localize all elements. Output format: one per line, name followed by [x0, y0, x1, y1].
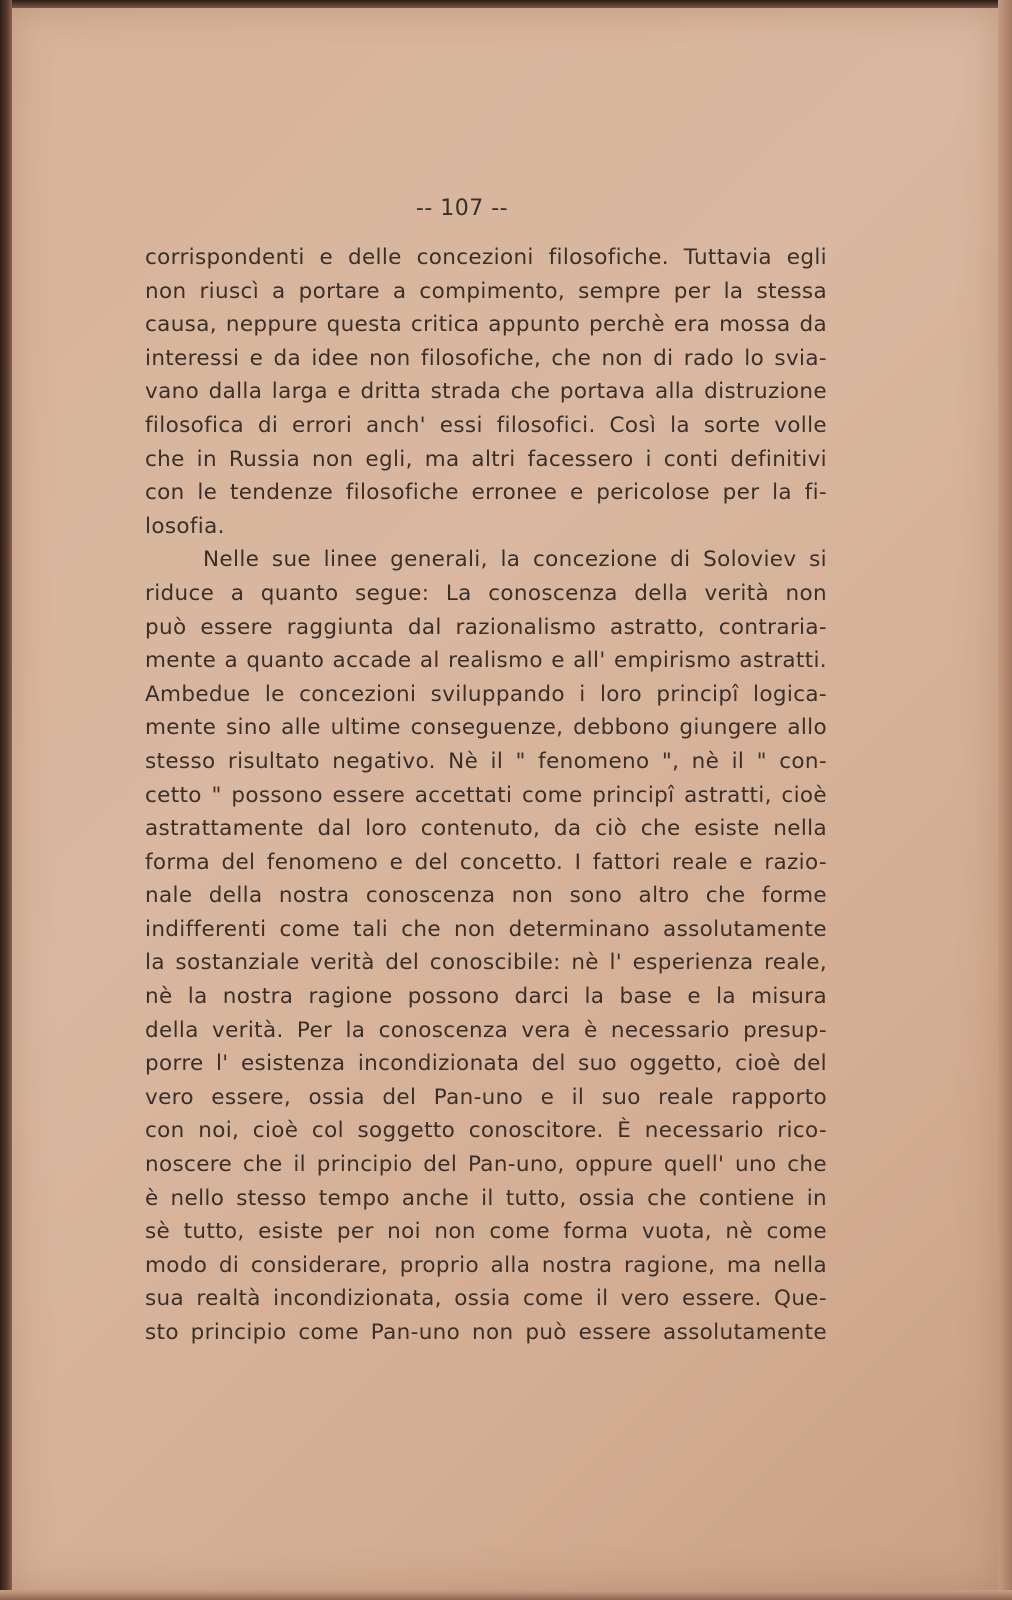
paragraph [145, 543, 827, 1349]
text-line: nè la nostra ragione possono darci la base e la misura [145, 984, 827, 1010]
text-line: della verità. Per la conoscenza vera è necessario presup- [145, 1017, 827, 1043]
text-line: causa, neppure questa critica appunto perchè era mossa da [145, 312, 827, 338]
text-line: mente sino alle ultime conseguenze, debbono giungere allo [145, 715, 827, 741]
text-line: filosofica di errori anch' essi filosofici. Così la sorte volle [145, 412, 827, 438]
text-line: Nelle sue linee generali, la concezione di Soloviev si [203, 547, 827, 573]
text-line: losofia. [145, 513, 225, 539]
text-line: interessi e da idee non filosofiche, che non di rado lo svia- [145, 345, 827, 371]
text-line: che in Russia non egli, ma altri facessero i conti definitivi [145, 446, 827, 472]
text-line: forma del fenomeno e del concetto. I fattori reale e razio- [145, 849, 827, 875]
text-line: vano dalla larga e dritta strada che portava alla distruzione [145, 379, 827, 405]
text-line: riduce a quanto segue: La conoscenza della verità non [145, 580, 827, 606]
paragraph [145, 241, 827, 543]
text-line: stesso risultato negativo. Nè il " fenomeno ", nè il " con- [145, 748, 827, 774]
text-line: porre l' esistenza incondizionata del suo oggetto, cioè del [145, 1051, 827, 1077]
text-line: con le tendenze filosofiche erronee e pericolose per la fi- [145, 480, 827, 506]
text-line: Ambedue le concezioni sviluppando i loro principî logica- [145, 681, 827, 707]
text-line: mente a quanto accade al realismo e all' empirismo astratti. [145, 648, 827, 674]
text-line: è nello stesso tempo anche il tutto, ossia che contiene in [145, 1185, 827, 1211]
body-text [145, 241, 827, 1350]
page-number: -- 107 -- [415, 196, 509, 221]
page-right-edge [998, 0, 1012, 1600]
text-line: modo di considerare, proprio alla nostra ragione, ma nella [145, 1252, 827, 1278]
text-line: può essere raggiunta dal razionalismo astratto, contraria- [145, 614, 827, 640]
text-line: cetto " possono essere accettati come principî astratti, cioè [145, 782, 827, 808]
text-line: sè tutto, esiste per noi non come forma vuota, nè come [145, 1219, 827, 1245]
text-line: nale della nostra conoscenza non sono altro che forme [145, 883, 827, 909]
book-spine-edge [0, 0, 12, 1600]
book-page [12, 8, 998, 1590]
text-line: la sostanziale verità del conoscibile: nè l' esperienza reale, [145, 950, 827, 976]
text-line: con noi, cioè col soggetto conoscitore. È necessario rico- [145, 1118, 827, 1144]
page-bottom-edge [0, 1590, 1012, 1600]
page-top-edge [0, 0, 1012, 8]
text-line: sua realtà incondizionata, ossia come il vero essere. Que- [145, 1286, 827, 1312]
text-line: indifferenti come tali che non determinano assolutamente [145, 916, 827, 942]
text-line: non riuscì a portare a compimento, sempre per la stessa [145, 278, 827, 304]
text-line: vero essere, ossia del Pan-uno e il suo reale rapporto [145, 1084, 827, 1110]
text-line: sto principio come Pan-uno non può essere assolutamente [145, 1320, 827, 1345]
text-line: astrattamente dal loro contenuto, da ciò che esiste nella [145, 816, 827, 842]
text-line: corrispondenti e delle concezioni filosofiche. Tuttavia egli [145, 245, 827, 270]
text-line: noscere che il principio del Pan-uno, oppure quell' uno che [145, 1152, 827, 1178]
